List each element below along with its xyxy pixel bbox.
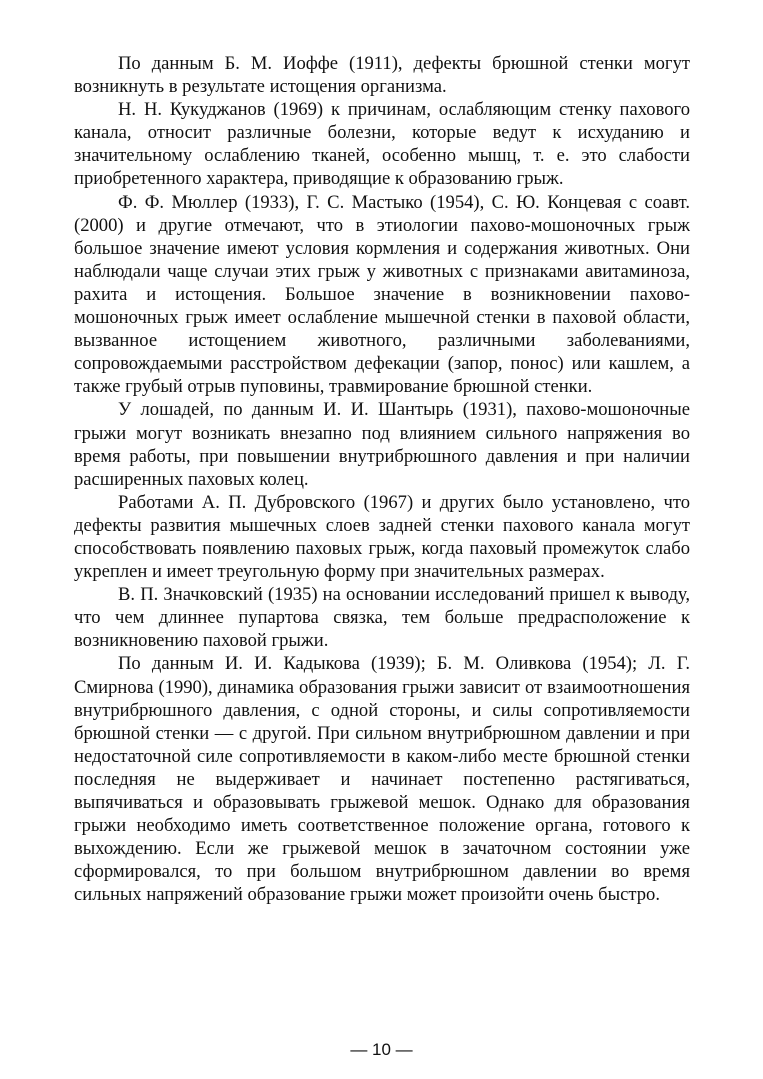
paragraph-1: По данным Б. М. Иоффе (1911), дефекты брюшной стенки могут возникнуть в результате истощения организма. xyxy=(74,53,690,98)
paragraph-4: У лошадей, по данным И. И. Шантырь (1931), пахово-мошоночные грыжи могут возникать внезапно под влиянием сильного напряжения во время работы, при повышении внутрибрюшного давления и при наличии расширенных паховых колец. xyxy=(74,399,690,490)
paragraph-2: Н. Н. Кукуджанов (1969) к причинам, ослабляющим стенку пахового канала, относит различные болезни, которые ведут к исхуданию и значительному ослаблению тканей, особенно мышц, т. е. это слабости приобретенного характера, приводящие к образованию грыж. xyxy=(74,99,690,190)
page-body xyxy=(74,52,690,906)
paragraph-6: В. П. Значковский (1935) на основании исследований пришел к выводу, что чем длиннее пупартова связка, тем больше предрасположение к возникновению паховой грыжи. xyxy=(74,584,690,652)
paragraph-5: Работами А. П. Дубровского (1967) и других было установлено, что дефекты развития мышечных слоев задней стенки пахового канала могут способствовать появлению паховых грыж, когда паховый промежуток слабо укреплен и имеет треугольную форму при значительных размерах. xyxy=(74,491,690,583)
paragraph-3: Ф. Ф. Мюллер (1933), Г. С. Мастыко (1954), С. Ю. Концевая с соавт. (2000) и другие отмечают, что в этиологии пахово-мошоночных грыж большое значение имеют условия кормления и содержания животных. Они наблюдали чаще случаи этих грыж у животных с признаками авитаминоза, рахита и истощения. Большое значение в возникновении пахово-мошоночных грыж имеет ослабление мышечной стенки в паховой области, вызванное истощением животного, различными заболеваниями, сопровождаемыми расстройством дефекации (запор, понос) или кашлем, а также грубый отрыв пуповины, травмирование брюшной стенки. xyxy=(74,191,690,398)
paragraph-7: По данным И. И. Кадыкова (1939); Б. М. Оливкова (1954); Л. Г. Смирнова (1990), динамика образования грыжи зависит от взаимоотношения внутрибрюшного давления, с одной стороны, и силы сопротивляемости брюшной стенки — с другой. При сильном внутрибрюшном давлении и при недостаточной силе сопротивляемости в каком-либо месте брюшной стенки последняя не выдерживает и начинает постепенно растягиваться, выпячиваться и образовывать грыжевой мешок. Однако для образования грыжи необходимо иметь соответственное положение органа, готового к выхождению. Если же грыжевой мешок в зачаточном состоянии уже сформировался, то при большом внутрибрюшном давлении во время сильных напряжений образование грыжи может произойти очень быстро. xyxy=(74,653,690,906)
page-number: — 10 — xyxy=(350,1040,413,1059)
